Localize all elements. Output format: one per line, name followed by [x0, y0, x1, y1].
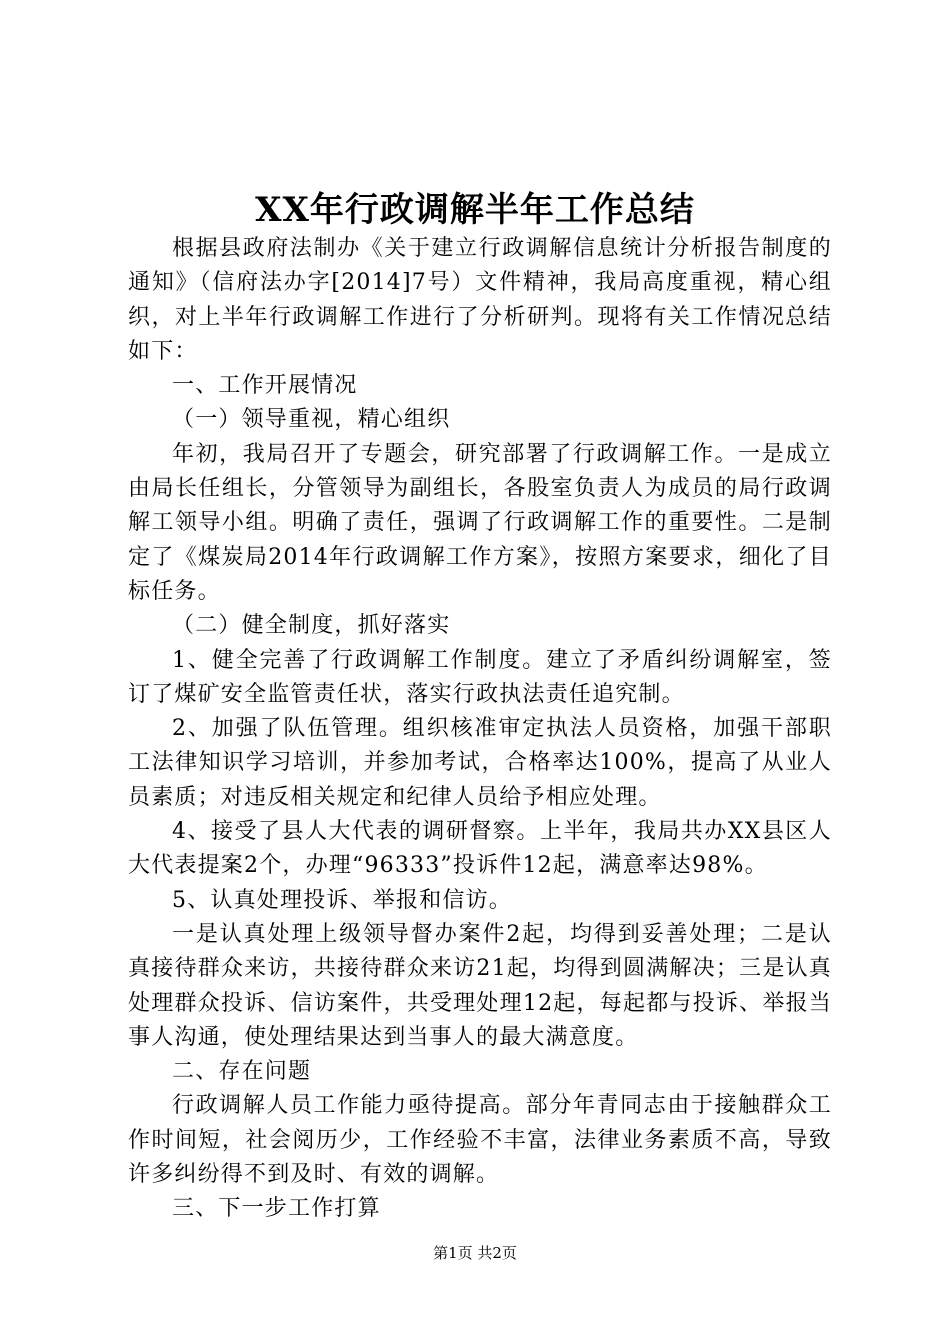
subsection-heading-2: （二）健全制度，抓好落实 [172, 613, 451, 639]
section-heading-2: 二、存在问题 [172, 1059, 312, 1085]
page-footer: 第1页 共2页 [433, 1244, 517, 1262]
paragraph-intro: 根据县政府法制办《关于建立行政调解信息统计分析报告制度的通知》（信府法办字[2014]7号）文件精神，我局高度重视，精心组织，对上半年行政调解工作进行了分析研判。现将有关工作情况总结如下： [128, 236, 832, 364]
paragraph-item-2: 2、加强了队伍管理。组织核准审定执法人员资格，加强干部职工法律知识学习培训，并参加考试，合格率达100%，提高了从业人员素质；对违反相关规定和纪律人员给予相应处理。 [128, 716, 832, 810]
paragraph-item-1: 1、健全完善了行政调解工作制度。建立了矛盾纠纷调解室，签订了煤矿安全监管责任状，落实行政执法责任追究制。 [128, 647, 832, 707]
paragraph-problems: 行政调解人员工作能力亟待提高。部分年青同志由于接触群众工作时间短，社会阅历少，工作经验不丰富，法律业务素质不高，导致许多纠纷得不到及时、有效的调解。 [128, 1093, 832, 1188]
document-body [128, 232, 832, 1227]
paragraph-item-5: 5、认真处理投诉、举报和信访。 [172, 887, 512, 913]
section-heading-3: 三、下一步工作打算 [172, 1196, 381, 1222]
paragraph-item-4: 4、接受了县人大代表的调研督察。上半年，我局共办XX县区人大代表提案2个，办理“96333”投诉件12起，满意率达98%。 [128, 819, 832, 879]
document-title: XX年行政调解半年工作总结 [255, 190, 695, 230]
subsection-heading-1: （一）领导重视，精心组织 [172, 407, 451, 433]
paragraph-leadership: 年初，我局召开了专题会，研究部署了行政调解工作。一是成立由局长任组长，分管领导为副组长，各股室负责人为成员的局行政调解工领导小组。明确了责任，强调了行政调解工作的重要性。二是制定了《煤炭局2014年行政调解工作方案》，按照方案要求，细化了目标任务。 [128, 441, 832, 604]
paragraph-complaints: 一是认真处理上级领导督办案件2起，均得到妥善处理；二是认真接待群众来访，共接待群众来访21起，均得到圆满解决；三是认真处理群众投诉、信访案件，共受理处理12起，每起都与投诉、举报当事人沟通，使处理结果达到当事人的最大满意度。 [128, 921, 832, 1050]
section-heading-1: 一、工作开展情况 [172, 373, 358, 399]
